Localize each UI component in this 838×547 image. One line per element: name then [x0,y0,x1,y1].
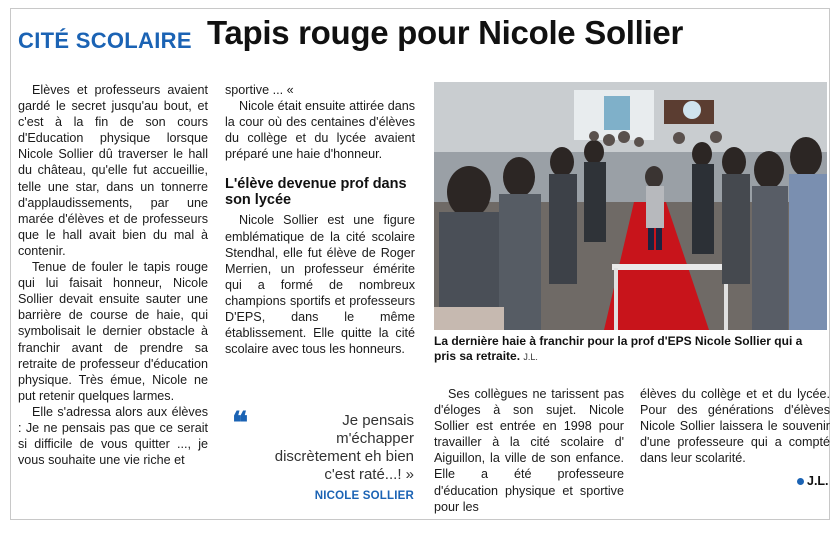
bullet-dot-icon [797,478,804,485]
paragraph: élèves du collège et et du lycée. Pour des générations d'élèves Nicole Sollier laissera le souvenir d'une professeure qui a compté dans leur scolarité. [640,387,830,466]
paragraph: Elle s'adressa alors aux élèves : Je ne pensais pas que ce serait si difficile de vous quitter ..., je vous souhaite une vie riche et [18,404,208,468]
signature-text: J.L. [807,474,829,488]
photo-caption [434,334,827,365]
paragraph: Nicole était ensuite attirée dans la cour où des centaines d'élèves du collège et du lycée avaient préparé une haie d'honneur. [225,99,415,162]
article-headline: Tapis rouge pour Nicole Sollier [207,14,684,51]
section-rubric: CITÉ SCOLAIRE [18,28,192,53]
quote-text: Je pensais m'échapper discrètement eh bien c'est raté...! » [274,412,414,483]
hall-scene-illustration [434,82,827,330]
quote-author: NICOLE SOLLIER [314,490,414,502]
column-3 [434,386,624,515]
paragraph: Ses collègues ne tarissent pas d'éloges à son sujet. Nicole Sollier est entrée en 1998 pour travailler à la cité scolaire d' Aiguillon, la ville de son enfance. Elle a été professeure d'éducation physique et sportive pour les [434,387,624,514]
author-signature [797,474,829,488]
column-4 [640,386,830,466]
subheading: L'élève devenue prof dans son lycée [225,176,407,209]
column-2 [225,82,415,357]
photo-credit: J.L. [523,352,538,362]
column-1 [18,82,208,468]
pull-quote [232,406,414,505]
paragraph: Nicole Sollier est une figure emblématique de la cité scolaire Stendhal, elle fut élève de Roger Merrien, un professeur émérite qui a formé de nombreux champions sportifs et professeurs D'EPS, dans le même établissement. Elle quitte la cité scolaire avec tous les honneurs. [225,213,415,357]
article-photo [434,82,827,330]
paragraph: Tenue de fouler le tapis rouge qui lui faisait honneur, Nicole Sollier devait ensuite sauter une barrière de course de haie, qui symbolisait le dernier obstacle à franchir avant de prendre sa retraite de professeur d'éducation physique. Très émue, Nicole ne put retenir quelques larmes. [18,260,208,403]
caption-text: La dernière haie à franchir pour la prof d'EPS Nicole Sollier qui a pris sa retraite. [434,334,803,363]
quote-mark-icon: ❝ [232,406,249,441]
paragraph: Elèves et professeurs avaient gardé le secret jusqu'au bout, et c'est à la fin de son cours d'Education physique lorsque Nicole Sollier dû traverser le hall du château, qu'elle fut accueillie, telle une star, dans un tonnerre d'applaudissements, par une marée d'élèves et de professeurs que le hall avait bien du mal à contenir. [18,83,208,258]
paragraph: sportive ... « [225,83,294,97]
